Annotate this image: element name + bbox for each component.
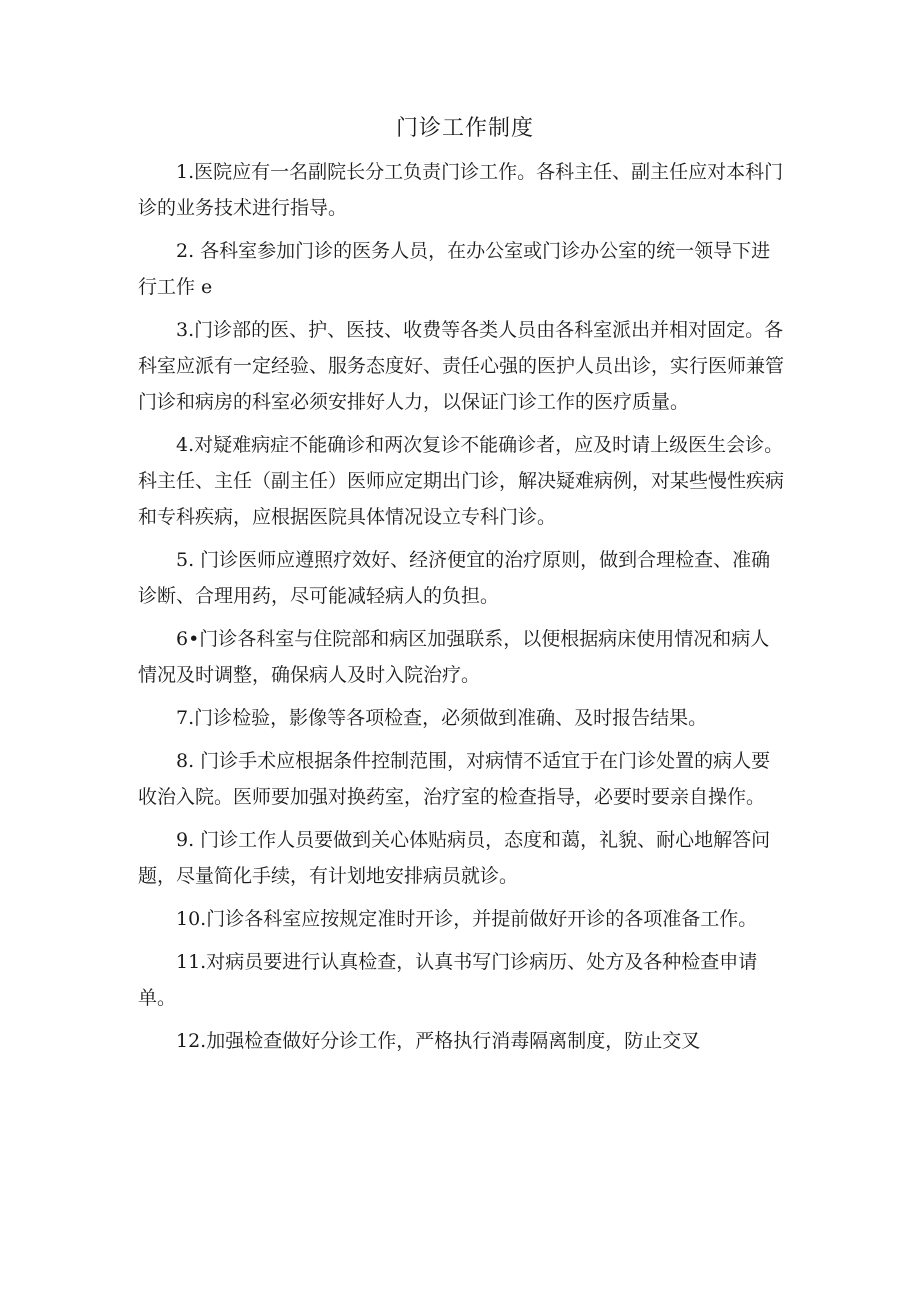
rule-paragraph-4: 4.对疑难病症不能确诊和两次复诊不能确诊者，应及时请上级医生会诊。科主任、主任（副主任）医师应定期出门诊，解决疑难病例，对某些慢性疾病和专科疾病，应根据医院具体情况设立专科门诊。 <box>138 434 785 528</box>
document-title: 门诊工作制度 <box>395 116 534 141</box>
document-page <box>138 112 788 1066</box>
rule-paragraph-8: 8. 门诊手术应根据条件控制范围，对病情不适宜于在门诊处置的病人要收治入院。医师要加强对换药室，治疗室的检查指导，必要时要亲自操作。 <box>138 750 771 808</box>
rule-paragraph-11: 11.对病员要进行认真检查，认真书写门诊病历、处方及各种检查申请单。 <box>138 951 758 1009</box>
rule-paragraph-6: 6•门诊各科室与住院部和病区加强联系，以便根据病床使用情况和病人情况及时调整，确保病人及时入院治疗。 <box>138 628 770 686</box>
rule-paragraph-5: 5. 门诊医师应遵照疗效好、经济便宜的治疗原则，做到合理检查、准确诊断、合理用药，尽可能减轻病人的负担。 <box>138 549 771 607</box>
rule-paragraph-12: 12.加强检查做好分诊工作，严格执行消毒隔离制度，防止交叉 <box>176 1030 701 1052</box>
rule-paragraph-2: 2. 各科室参加门诊的医务人员，在办公室或门诊办公室的统一领导下进行工作 e <box>138 240 771 298</box>
rule-paragraph-10: 10.门诊各科室应按规定准时开诊，并提前做好开诊的各项准备工作。 <box>176 908 758 930</box>
rule-paragraph-7: 7.门诊检验，影像等各项检查，必须做到准确、及时报告结果。 <box>176 707 708 729</box>
rule-paragraph-1: 1.医院应有一名副院长分工负责门诊工作。各科主任、副主任应对本科门诊的业务技术进行指导。 <box>138 161 784 219</box>
rule-paragraph-3: 3.门诊部的医、护、医技、收费等各类人员由各科室派出并相对固定。各科室应派有一定经验、服务态度好、责任心强的医护人员出诊，实行医师兼管门诊和病房的科室必须安排好人力，以保证门诊工作的医疗质量。 <box>138 319 785 413</box>
rule-paragraph-9: 9. 门诊工作人员要做到关心体贴病员，态度和蔼，礼貌、耐心地解答问题，尽量简化手续，有计划地安排病员就诊。 <box>138 829 771 887</box>
